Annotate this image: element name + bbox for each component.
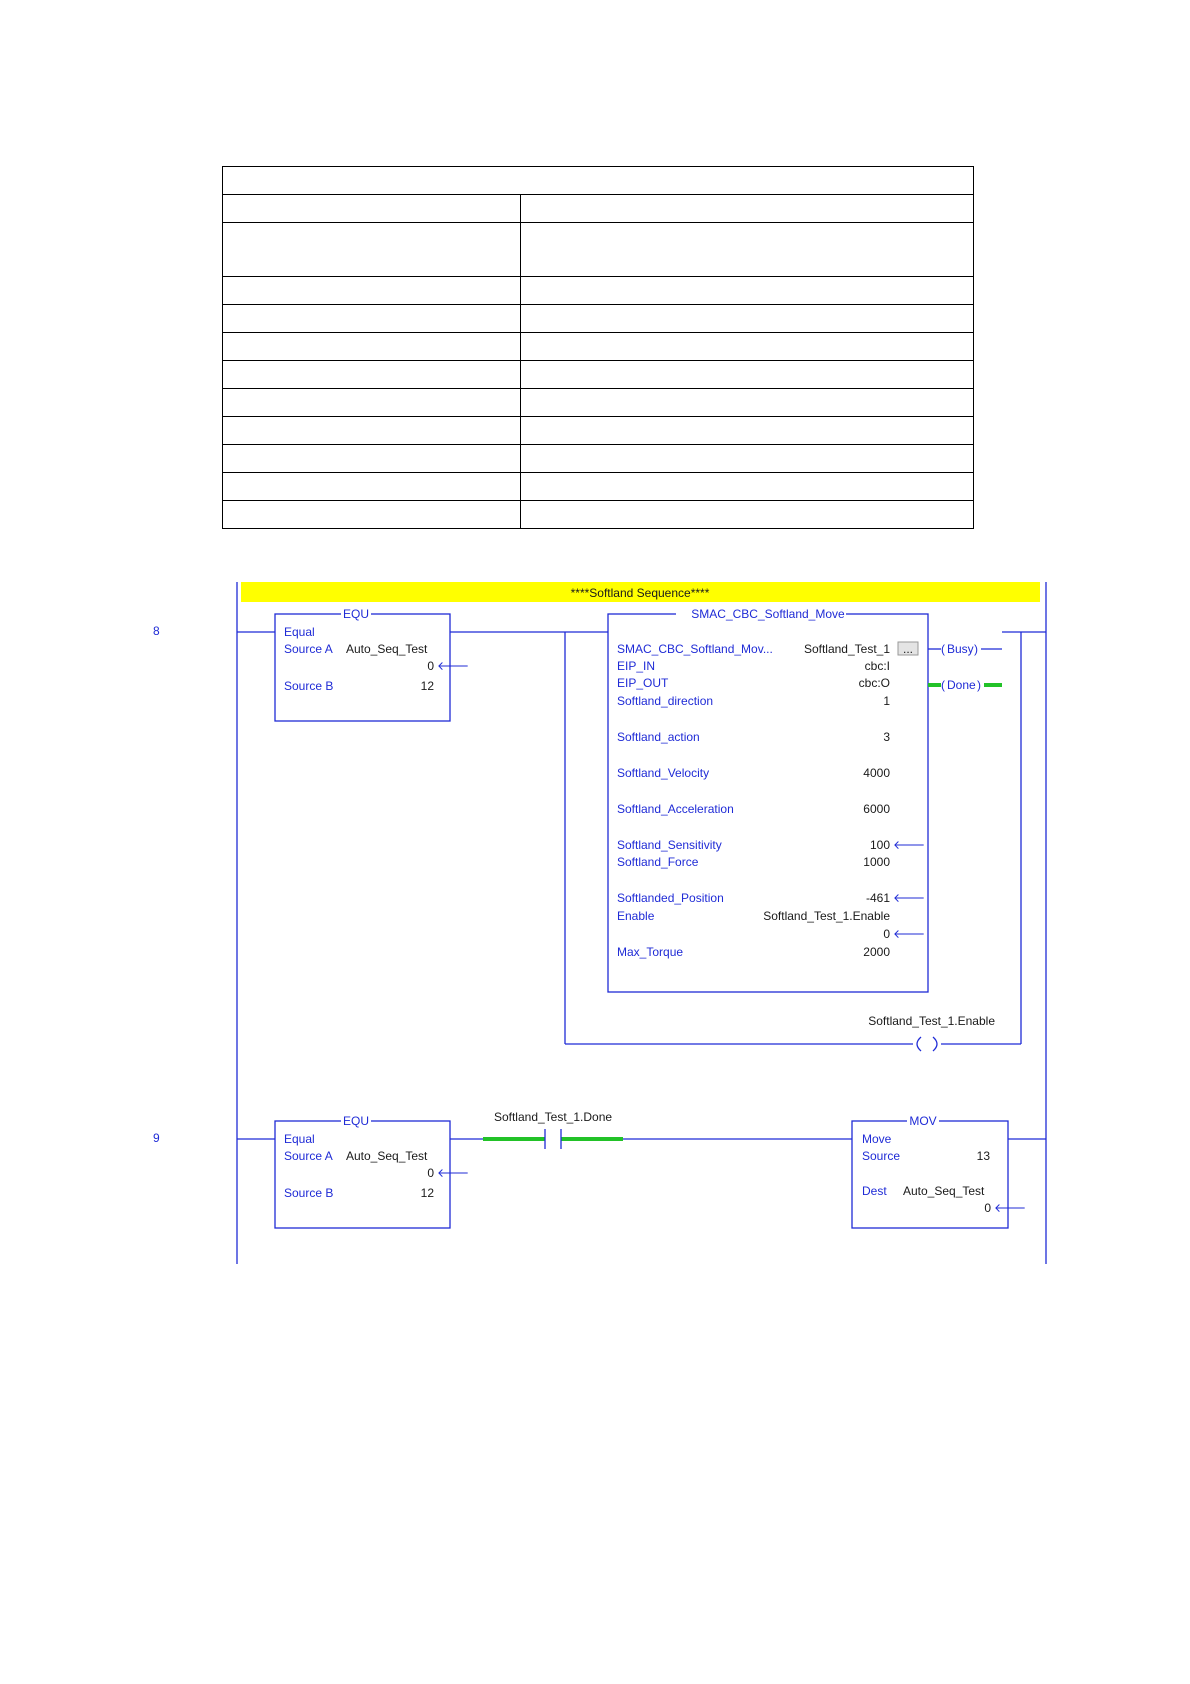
param-label: Softland_Velocity	[617, 766, 710, 780]
close-paren-icon: )	[974, 642, 978, 656]
left-arrow-icon: 🡐	[893, 838, 926, 852]
block-type-label: MOV	[909, 1114, 937, 1128]
source-value: 13	[976, 1149, 990, 1163]
param-value: 2000	[863, 945, 890, 959]
equ-block[interactable]	[275, 1113, 469, 1228]
param-label: Softland_action	[617, 730, 700, 744]
done-label: Done	[947, 678, 976, 692]
param-label: Softland_Force	[617, 855, 699, 869]
left-arrow-icon: 🡐	[893, 891, 926, 905]
examine-on-contact[interactable]	[483, 1129, 623, 1149]
coil-tag: Softland_Test_1.Enable	[868, 1014, 995, 1028]
param-value: cbc:O	[858, 676, 890, 690]
param-value: 100	[869, 838, 890, 852]
param-label: Softland_Acceleration	[617, 802, 734, 816]
param-value: -461	[865, 891, 890, 905]
block-title: Equal	[284, 1132, 315, 1146]
open-paren-icon: (	[941, 678, 945, 692]
param-value: 1000	[863, 855, 890, 869]
dest-value: 0	[984, 1201, 991, 1215]
contact-tag: Softland_Test_1.Done	[493, 1110, 613, 1124]
param-label: Max_Torque	[617, 945, 684, 959]
coil-right-arc	[933, 1037, 937, 1051]
left-arrow-icon: 🡐	[437, 659, 470, 673]
left-arrow-icon: 🡐	[994, 1201, 1027, 1215]
block-title: Move	[862, 1132, 892, 1146]
close-paren-icon: )	[977, 678, 981, 692]
dest-label: Dest	[862, 1184, 887, 1198]
param-value: cbc:I	[864, 659, 890, 673]
source-label: Source	[862, 1149, 901, 1163]
param-value: 0	[883, 927, 890, 941]
open-paren-icon: (	[941, 642, 945, 656]
mov-block[interactable]	[852, 1113, 1026, 1228]
smac-softland-move-block[interactable]	[608, 606, 928, 992]
block-type-label: SMAC_CBC_Softland_Move	[691, 607, 845, 621]
left-arrow-icon: 🡐	[437, 1166, 470, 1180]
ellipsis-icon: ...	[902, 642, 914, 656]
source-a-tag: Auto_Seq_Test	[346, 642, 428, 656]
busy-output-pin[interactable]	[941, 642, 978, 656]
param-label: Softland_direction	[617, 694, 714, 708]
block-title: Equal	[284, 625, 315, 639]
dest-tag: Auto_Seq_Test	[903, 1184, 985, 1198]
busy-label: Busy	[947, 642, 974, 656]
param-label: Enable	[617, 909, 655, 923]
param-value: Softland_Test_1.Enable	[763, 909, 890, 923]
param-label: SMAC_CBC_Softland_Mov...	[617, 642, 773, 656]
source-b-label: Source B	[284, 1186, 334, 1200]
equ-block[interactable]	[275, 606, 469, 721]
rung-number-8: 8	[153, 624, 160, 638]
output-coil[interactable]	[917, 1037, 937, 1051]
source-b-value: 12	[420, 679, 434, 693]
left-arrow-icon: 🡐	[893, 927, 926, 941]
source-b-value: 12	[420, 1186, 434, 1200]
param-label: Softlanded_Position	[617, 891, 724, 905]
param-value: 3	[883, 730, 890, 744]
source-b-label: Source B	[284, 679, 334, 693]
param-label: EIP_IN	[617, 659, 656, 673]
coil-left-arc	[917, 1037, 921, 1051]
source-a-tag: Auto_Seq_Test	[346, 1149, 428, 1163]
source-a-label: Source A	[284, 642, 333, 656]
param-value: 4000	[863, 766, 890, 780]
param-value: Softland_Test_1	[803, 642, 890, 656]
param-label: EIP_OUT	[617, 676, 669, 690]
done-output-pin[interactable]	[941, 678, 981, 692]
rung-comment: ****Softland Sequence****	[570, 586, 710, 600]
source-a-label: Source A	[284, 1149, 333, 1163]
block-type-label: EQU	[342, 1114, 370, 1128]
source-a-value: 0	[427, 659, 434, 673]
source-a-value: 0	[427, 1166, 434, 1180]
rung-number-9: 9	[153, 1131, 160, 1145]
param-label: Softland_Sensitivity	[617, 838, 722, 852]
block-type-label: EQU	[342, 607, 370, 621]
param-value: 6000	[863, 802, 890, 816]
param-value: 1	[883, 694, 890, 708]
